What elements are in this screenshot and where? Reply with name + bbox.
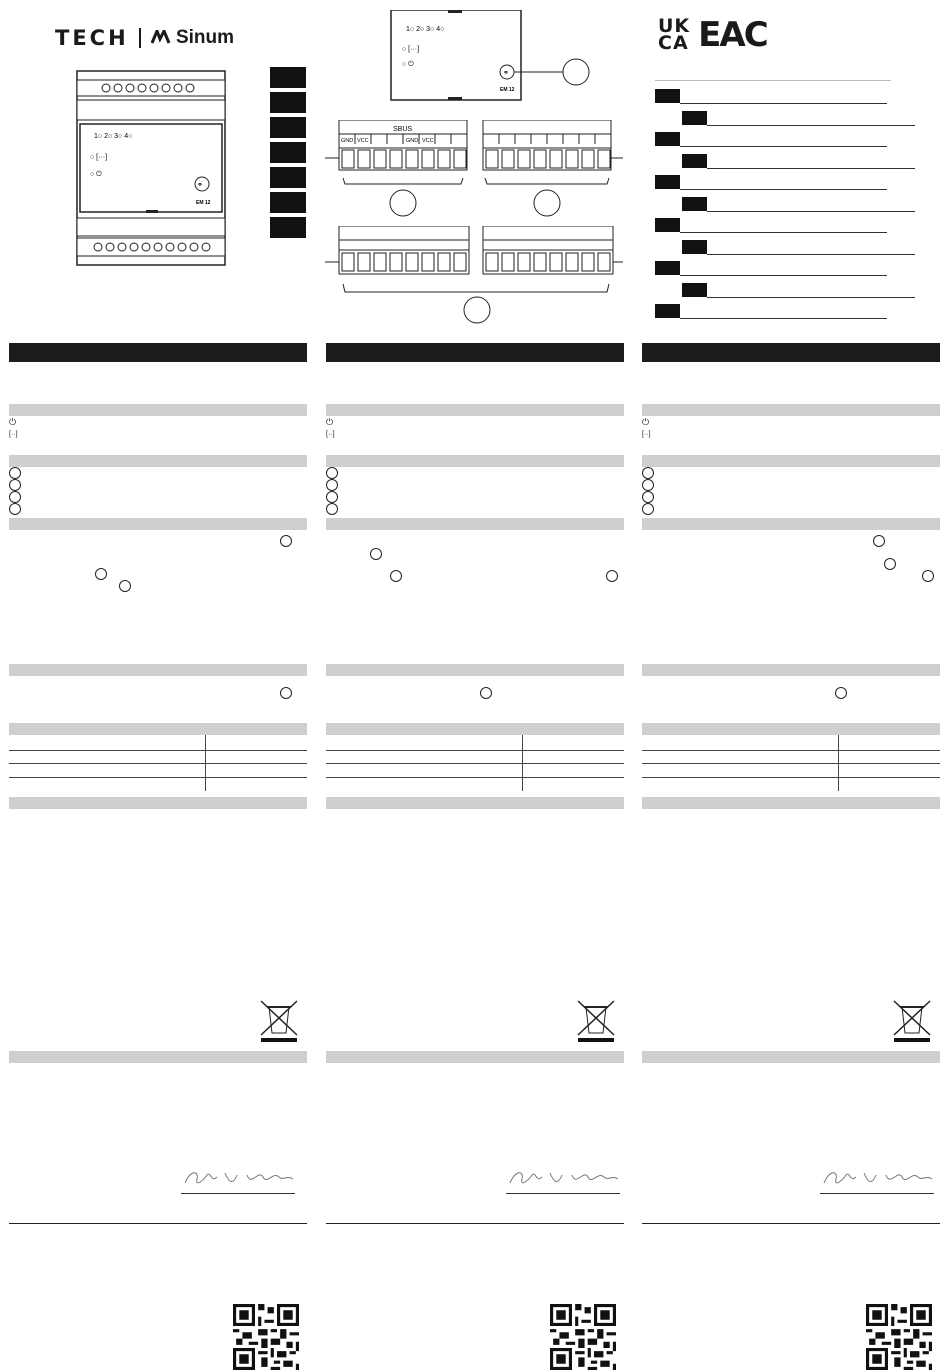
technical-data-table xyxy=(9,735,307,797)
section-bar-leds xyxy=(642,404,940,416)
ukca-top: UK xyxy=(658,15,691,37)
tech-logo: TECH xyxy=(55,26,129,50)
installation-text-area xyxy=(9,530,307,664)
language-tab xyxy=(270,67,306,88)
table-row xyxy=(642,750,940,751)
callout-circle xyxy=(873,535,885,547)
callout-circle xyxy=(326,491,338,503)
power-led-row xyxy=(326,416,624,428)
language-row xyxy=(655,240,917,262)
section-bar-connectors xyxy=(9,455,307,467)
callout-circle xyxy=(642,491,654,503)
language-index xyxy=(655,80,917,326)
callout-circle xyxy=(9,503,21,515)
network-led: ○ [···] xyxy=(90,154,108,161)
language-tab xyxy=(270,117,306,138)
callout-circle xyxy=(563,59,589,85)
signature-line xyxy=(506,1193,620,1194)
section-bar-notes xyxy=(326,797,624,809)
sinum-logo xyxy=(151,27,234,49)
language-tab xyxy=(270,217,306,238)
network-led-row xyxy=(326,428,624,440)
technical-data-table xyxy=(326,735,624,797)
signature-line xyxy=(820,1193,934,1194)
callout-circle xyxy=(835,687,847,699)
callout-circle xyxy=(480,687,492,699)
declaration-area xyxy=(642,1063,940,1223)
section-bar-leds xyxy=(326,404,624,416)
qr-code-icon xyxy=(550,1304,616,1370)
qr-code-icon xyxy=(866,1304,932,1370)
power-icon: ⏻ xyxy=(326,416,334,427)
callout-circle xyxy=(326,467,338,479)
column-header-bar xyxy=(9,343,307,362)
language-row xyxy=(655,197,917,219)
bottom-connector-blocks xyxy=(325,226,625,326)
table-row xyxy=(642,777,940,778)
language-row xyxy=(655,261,917,283)
language-tab xyxy=(270,167,306,188)
installation-text-area xyxy=(326,530,624,664)
power-led-row xyxy=(642,416,940,428)
network-icon: [··] xyxy=(326,430,335,438)
footer-rule xyxy=(642,1223,940,1224)
language-row xyxy=(655,218,917,240)
notes-area xyxy=(326,809,624,1051)
section-bar-technical-data xyxy=(642,723,940,735)
language-row xyxy=(655,304,917,326)
panel-leds: 1○ 2○ 3○ 4○ xyxy=(406,26,445,33)
registration-text-area xyxy=(642,676,940,723)
section-bar-technical-data xyxy=(326,723,624,735)
connector-row xyxy=(642,491,940,503)
language-tabs xyxy=(270,67,306,242)
weee-bin-icon xyxy=(576,999,616,1043)
signature-image xyxy=(506,1165,622,1191)
connector-row xyxy=(642,503,940,515)
table-row xyxy=(326,763,624,764)
declaration-area xyxy=(9,1063,307,1223)
callout-circle xyxy=(390,570,402,582)
manual-column-3 xyxy=(642,343,940,1224)
network-led-row xyxy=(9,428,307,440)
technical-data-table xyxy=(642,735,940,797)
logo-separator xyxy=(139,28,141,48)
top-connector-blocks xyxy=(325,120,625,220)
callout-circle xyxy=(642,503,654,515)
pin-gnd-2: GND xyxy=(406,138,419,144)
link-icon: ⚭ xyxy=(197,182,203,189)
language-row xyxy=(655,175,917,197)
callout-circle xyxy=(95,568,107,580)
brand-logo xyxy=(55,26,234,50)
connector-row xyxy=(642,467,940,479)
section-bar-declaration xyxy=(9,1051,307,1063)
sbus-label: SBUS xyxy=(393,126,413,133)
callout-circle xyxy=(326,503,338,515)
manual-column-2 xyxy=(326,343,624,1224)
led-1-label: 1○ 2○ 3○ 4○ xyxy=(94,133,133,140)
callout-circle xyxy=(534,190,560,216)
callout-circle xyxy=(326,479,338,491)
section-bar-leds xyxy=(9,404,307,416)
section-bar-installation xyxy=(9,518,307,530)
section-bar-registration xyxy=(326,664,624,676)
connector-row xyxy=(9,479,307,491)
network-icon: [··] xyxy=(642,430,651,438)
table-divider xyxy=(522,735,523,791)
callout-circle xyxy=(464,297,490,323)
sinum-mark-icon xyxy=(151,30,171,44)
signature-line xyxy=(181,1193,295,1194)
callout-circle xyxy=(280,687,292,699)
callout-circle xyxy=(9,467,21,479)
callout-circle xyxy=(390,190,416,216)
callout-circle xyxy=(9,479,21,491)
connector-row xyxy=(326,479,624,491)
network-led-row xyxy=(642,428,940,440)
language-tab xyxy=(270,192,306,213)
installation-text-area xyxy=(642,530,940,664)
ukca-bottom: CA xyxy=(658,32,689,54)
connector-row xyxy=(642,479,940,491)
section-bar-registration xyxy=(642,664,940,676)
signature-image xyxy=(181,1165,297,1191)
section-bar-registration xyxy=(9,664,307,676)
section-bar-declaration xyxy=(642,1051,940,1063)
front-panel-detail xyxy=(388,10,593,102)
signature-image xyxy=(820,1165,936,1191)
column-header-bar xyxy=(326,343,624,362)
language-row xyxy=(655,154,917,176)
section-bar-declaration xyxy=(326,1051,624,1063)
table-row xyxy=(642,763,940,764)
callout-circle xyxy=(606,570,618,582)
table-row xyxy=(9,777,307,778)
eac-mark: EAC xyxy=(698,15,767,55)
sinum-text: Sinum xyxy=(175,27,235,48)
callout-circle xyxy=(884,558,896,570)
table-row xyxy=(326,777,624,778)
connector-row xyxy=(326,467,624,479)
table-divider xyxy=(838,735,839,791)
language-row xyxy=(655,283,917,305)
connector-row xyxy=(9,467,307,479)
power-led: ○ ⏻ xyxy=(90,171,102,178)
sbus-connector xyxy=(325,120,467,216)
power-icon: ⏻ xyxy=(9,416,17,427)
section-bar-connectors xyxy=(642,455,940,467)
table-row xyxy=(9,763,307,764)
callout-circle xyxy=(642,479,654,491)
section-bar-technical-data xyxy=(9,723,307,735)
section-bar-installation xyxy=(642,518,940,530)
right-top-connector xyxy=(483,120,623,216)
language-row xyxy=(655,132,917,154)
certification-marks xyxy=(658,15,767,55)
panel-link-icon: ⚭ xyxy=(503,70,509,77)
language-tab xyxy=(270,92,306,113)
weee-bin-icon xyxy=(892,999,932,1043)
qr-code-icon xyxy=(233,1304,299,1370)
manual-column-1 xyxy=(9,343,307,1224)
notes-area xyxy=(9,809,307,1051)
registration-text-area xyxy=(9,676,307,723)
ukca-mark xyxy=(658,15,691,54)
language-row xyxy=(655,89,917,111)
callout-circle xyxy=(642,467,654,479)
callout-circle xyxy=(922,570,934,582)
notes-area xyxy=(642,809,940,1051)
callout-circle xyxy=(370,548,382,560)
pin-vcc-2: VCC xyxy=(422,138,434,144)
table-row xyxy=(9,750,307,751)
section-bar-notes xyxy=(9,797,307,809)
callout-circle xyxy=(119,580,131,592)
table-divider xyxy=(205,735,206,791)
panel-network-led: ○ [···] xyxy=(402,46,420,53)
section-bar-notes xyxy=(642,797,940,809)
footer-rule xyxy=(9,1223,307,1224)
column-header-bar xyxy=(642,343,940,362)
declaration-area xyxy=(326,1063,624,1223)
panel-power-led: ○ ⏻ xyxy=(402,61,414,68)
model-label: EM 12 xyxy=(196,200,211,206)
connector-row xyxy=(9,503,307,515)
connector-row xyxy=(326,491,624,503)
power-led-row xyxy=(9,416,307,428)
network-icon: [··] xyxy=(9,430,18,438)
weee-bin-icon xyxy=(259,999,299,1043)
language-tab xyxy=(270,142,306,163)
panel-model-label: EM 12 xyxy=(500,87,515,93)
callout-circle xyxy=(9,491,21,503)
table-row xyxy=(326,750,624,751)
connector-row xyxy=(326,503,624,515)
device-front-illustration xyxy=(76,70,226,266)
connector-row xyxy=(9,491,307,503)
pin-vcc-1: VCC xyxy=(357,138,369,144)
language-row xyxy=(655,111,917,133)
section-bar-installation xyxy=(326,518,624,530)
power-icon: ⏻ xyxy=(642,416,650,427)
pin-gnd-1: GND xyxy=(341,138,354,144)
footer-rule xyxy=(326,1223,624,1224)
section-bar-connectors xyxy=(326,455,624,467)
callout-circle xyxy=(280,535,292,547)
registration-text-area xyxy=(326,676,624,723)
